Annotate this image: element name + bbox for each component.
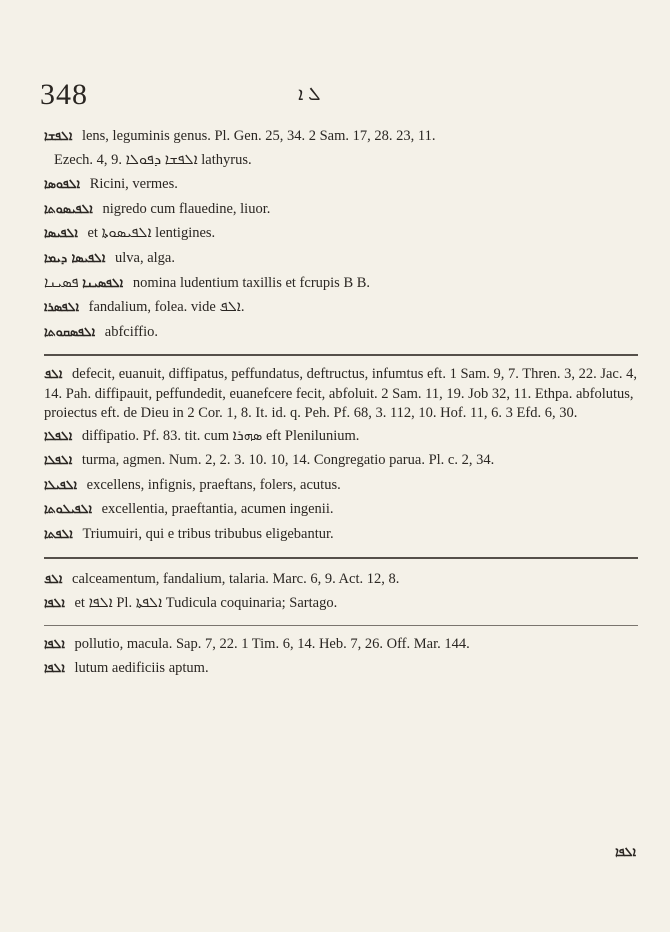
dictionary-entry — [44, 172, 638, 197]
dictionary-entry — [44, 632, 638, 657]
syriac-headword: ܐܠܦܝܠܐ — [44, 476, 78, 492]
entry-text: nigredo cum flauedine, liuor. — [102, 200, 271, 217]
dictionary-entry — [44, 124, 638, 172]
entry-text: diffipatio. Pf. 83. tit. cum ܣܗܪܐ eft Plenilunium. — [81, 427, 360, 444]
dictionary-entry — [44, 567, 638, 592]
catchword: ܐܠܦܐ — [615, 844, 636, 859]
syriac-headword: ܐܠܦܝܣܘܬܐ — [44, 200, 93, 216]
page-header — [40, 78, 630, 118]
entry-text-continuation: Ezech. 4, 9. ܐܠܦܫܐ ܕܦܘܠܐ lathyrus. — [54, 151, 252, 168]
entry-text: et ܐܠܦܝܣܘܬܐ lentigines. — [87, 225, 216, 242]
dictionary-entry — [44, 522, 638, 547]
dictionary-entry — [44, 424, 638, 449]
dictionary-entry — [44, 221, 638, 246]
syriac-headword: ܐܠܦ — [44, 570, 63, 586]
syriac-headword: ܐܠܦܘܣܐ — [44, 176, 81, 192]
dictionary-entry — [44, 271, 638, 296]
entry-block-1 — [44, 124, 638, 344]
dictionary-entry — [44, 591, 638, 616]
syriac-headword: ܐܠܦܠܐ — [44, 427, 73, 443]
entry-text: pollutio, macula. Sap. 7, 22. 1 Tim. 6, 14. Heb. 7, 26. Off. Mar. 144. — [74, 635, 470, 652]
syriac-headword: ܐܠܦܐ — [44, 660, 65, 676]
entry-text: lutum aedificiis aptum. — [74, 660, 209, 677]
entry-text: Triumuiri, qui e tribus tribubus eligebantur. — [82, 525, 334, 542]
dictionary-entry — [44, 473, 638, 498]
syriac-headword: ܐܠܦܣܪܐ — [44, 299, 79, 315]
entry-text: ulva, alga. — [114, 249, 175, 266]
dictionary-entry — [44, 497, 638, 522]
entry-text: excellentia, praeftantia, acumen ingenii. — [101, 501, 334, 518]
syriac-headword: ܐܠܦܠܐ — [44, 452, 73, 468]
section-divider — [44, 557, 638, 559]
entry-text: lens, leguminis genus. Pl. Gen. 25, 34. 2 Sam. 17, 28. 23, 11. — [81, 128, 436, 144]
syriac-headword: ܐܠܦܐ — [44, 635, 65, 651]
entry-block-4 — [44, 632, 638, 681]
page-body — [44, 124, 638, 681]
entry-text: Ricini, vermes. — [89, 176, 178, 193]
entry-text: excellens, infignis, praeftans, folers, acutus. — [86, 476, 341, 493]
dictionary-entry — [44, 246, 638, 271]
entry-text: turma, agmen. Num. 2, 2. 3. 10. 10, 14. Congregatio parua. Pl. c. 2, 34. — [81, 452, 495, 469]
dictionary-entry — [44, 656, 638, 681]
entry-text: fandalium, folea. vide ܐܠܦ. — [88, 299, 245, 316]
dictionary-entry — [44, 295, 638, 320]
entry-text: calceamentum, fandalium, talaria. Marc. 6, 9. Act. 12, 8. — [72, 570, 400, 587]
syriac-headword: ܐܠܦܝܣܐ — [44, 225, 78, 241]
entry-text: abfciffio. — [104, 323, 159, 340]
dictionary-entry — [44, 448, 638, 473]
syriac-headword: ܐܠܦܐ — [44, 595, 65, 611]
dictionary-entry — [44, 364, 638, 423]
syriac-headword: ܐܠܦܝܠܘܬܐ — [44, 501, 92, 517]
section-divider — [44, 354, 638, 356]
entry-block-2 — [44, 364, 638, 546]
entry-text: ܦܣܝܢܐ nomina ludentium taxillis et fcrupis B B. — [44, 274, 371, 291]
syriac-headword: ܐܠܦܫܐ — [44, 128, 73, 143]
syriac-headword: ܐܠܦܣܝܢܐ — [82, 274, 124, 290]
section-divider — [44, 625, 638, 626]
syriac-headword: ܐܠܦܝܣܐ ܕܝܡܐ — [44, 249, 106, 265]
dictionary-entry — [44, 320, 638, 345]
entry-text: et ܐܠܦܐ Pl. ܐܠܦܬܐ Tudicula coquinaria; Sartago. — [74, 595, 338, 612]
syriac-headword: ܐܠܦܬܐ — [44, 525, 73, 541]
running-head: ܠ ܐ — [298, 84, 321, 105]
dictionary-entry — [44, 197, 638, 222]
entry-block-3 — [44, 567, 638, 616]
syriac-headword: ܐܠܦܣܩܘܬܐ — [44, 323, 96, 339]
entry-text: defecit, euanuit, diffipatus, peffundatus, deftructus, infumtus eft. 1 Sam. 9, 7. Thren. 3, 22. Jac. 4, 14. Pah. diffipauit, peffundedit, euanefcere fecit, abfoluit. 2 Sam. 11, 19. Job 32, 11. Ethpa. abfolutus, proiectus eft. de Dieu in 2 Cor. 1, 8. It. id. q. Peh. Pf. 68, 3. 112, 10. Hof. 11, 6. 3 Efd. 6, 30. — [44, 366, 637, 422]
page-number: 348 — [40, 78, 88, 111]
syriac-headword: ܐܠܦ — [44, 366, 63, 382]
